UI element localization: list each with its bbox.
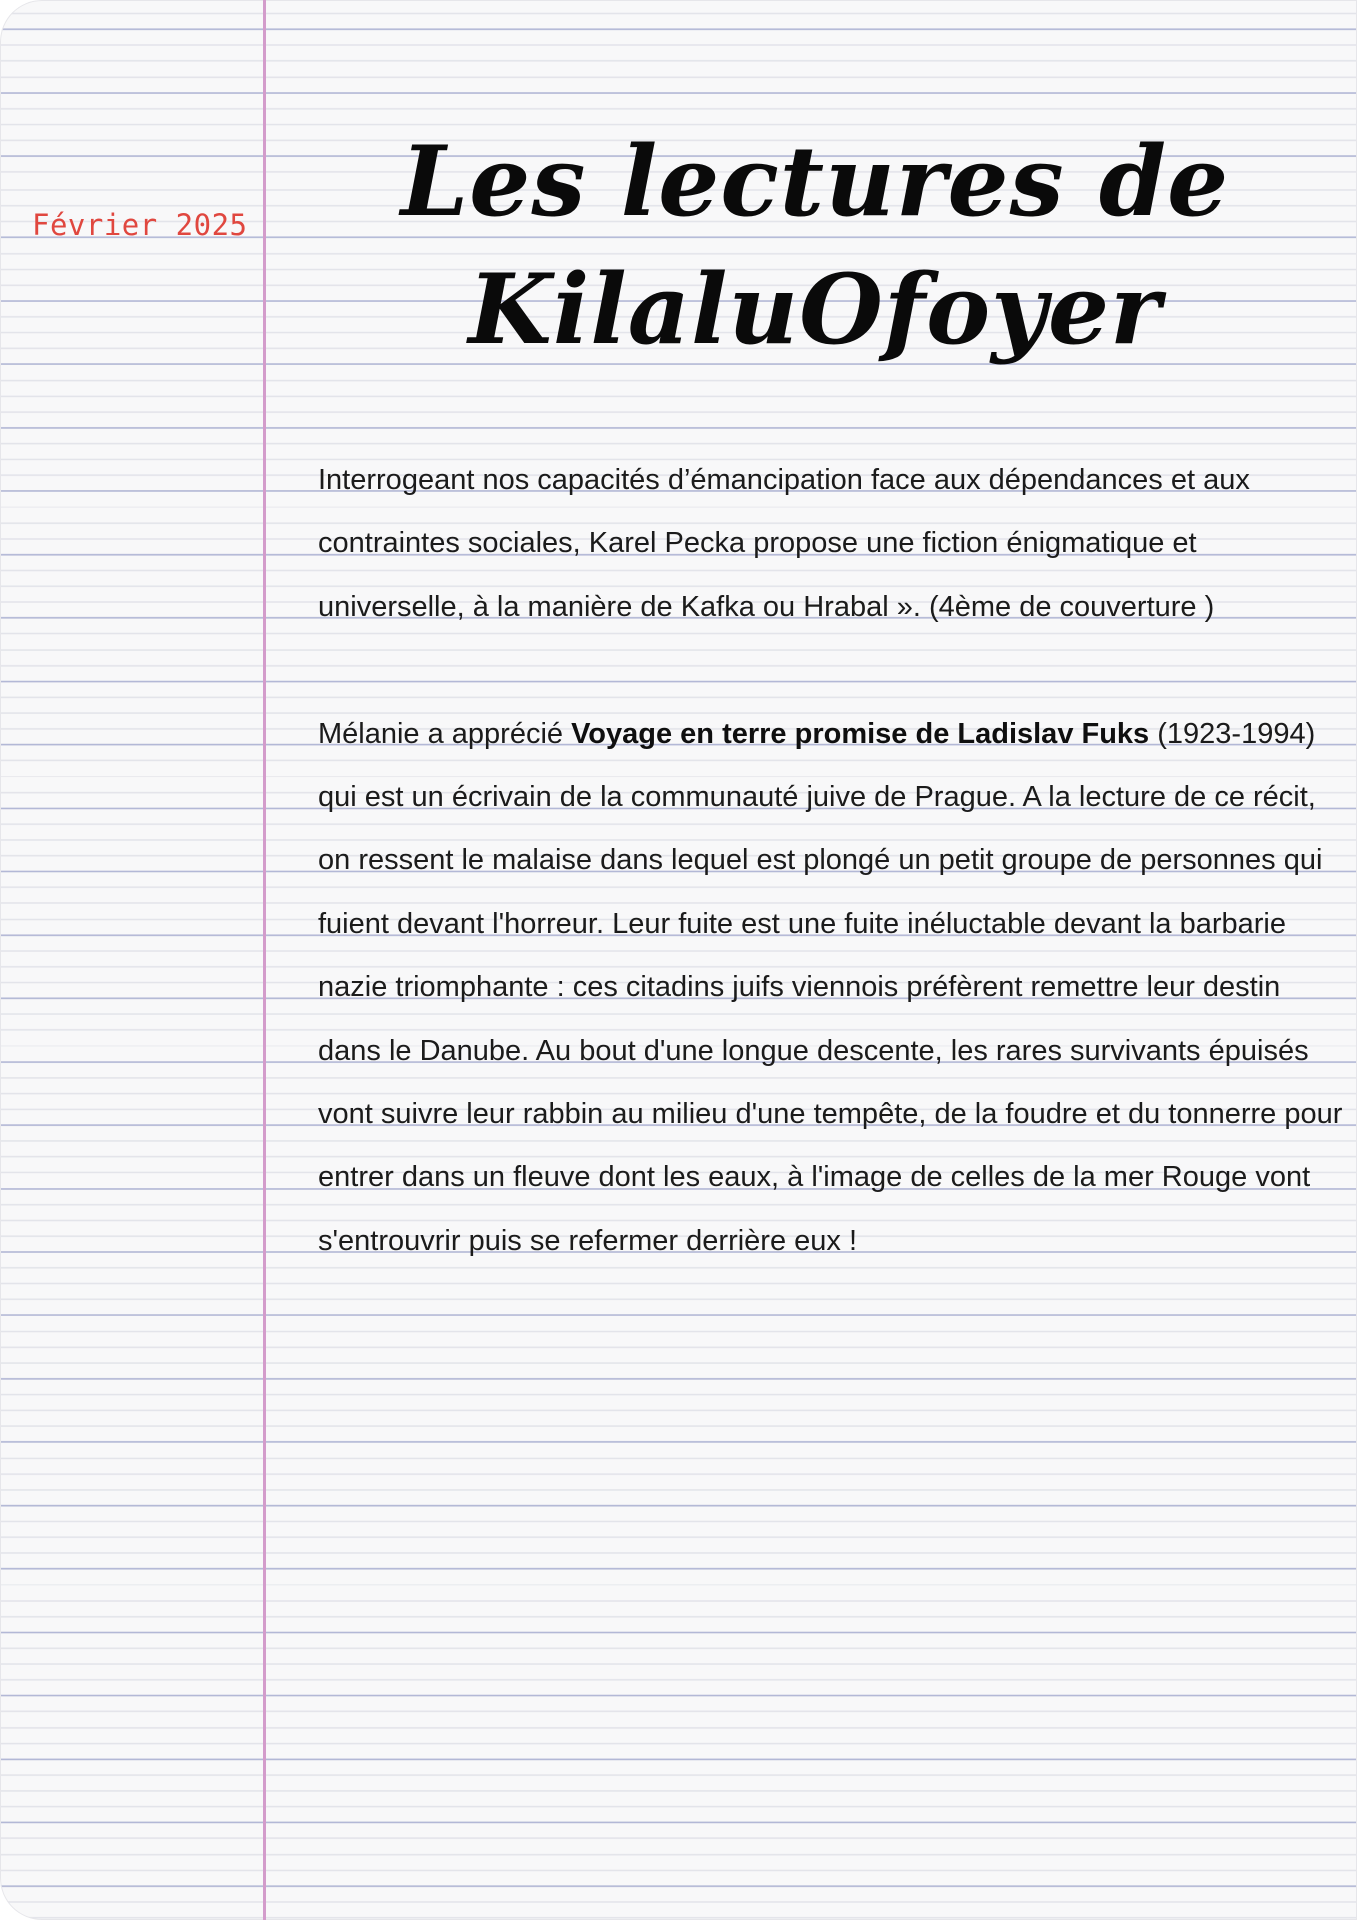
title-line-2: KilaluOfoyer: [468, 253, 1162, 366]
book-title: Voyage en terre promise de Ladislav Fuks: [571, 717, 1150, 750]
paragraph-spacer: [318, 639, 1343, 702]
title-line-1: Les lectures de: [400, 125, 1230, 238]
paragraph-2-body: (1923-1994) qui est un écrivain de la communauté juive de Prague. A la lecture de ce récit, on ressent le malaise dans lequel est plongé un petit groupe de personnes qui fuient devant l'horreur. Leur fuite est une fuite inéluctable devant la barbarie nazie triomphante : ces citadins juifs viennois préfèrent remettre leur destin dans le Danube. Au bout d'une longue descente, les rares survivants épuisés vont suivre leur rabbin au milieu d'une tempête, de la foudre et du tonnerre pour entrer dans un fleuve dont les eaux, à l'image de celles de la mer Rouge vont s'entrouvrir puis se refermer derrière eux !: [318, 717, 1343, 1257]
article-body: [318, 449, 1343, 1273]
page-title: [300, 118, 1330, 374]
margin-line: [263, 0, 266, 1920]
paragraph-1: Interrogeant nos capacités d’émancipation face aux dépendances et aux contraintes sociales, Karel Pecka propose une fiction énigmatique et universelle, à la manière de Kafka ou Hrabal ». (4ème de couverture ): [318, 464, 1250, 623]
date-label: Février 2025: [32, 208, 248, 242]
paragraph-2-intro: Mélanie a apprécié: [318, 717, 572, 750]
paragraph-2: [318, 703, 1343, 1274]
